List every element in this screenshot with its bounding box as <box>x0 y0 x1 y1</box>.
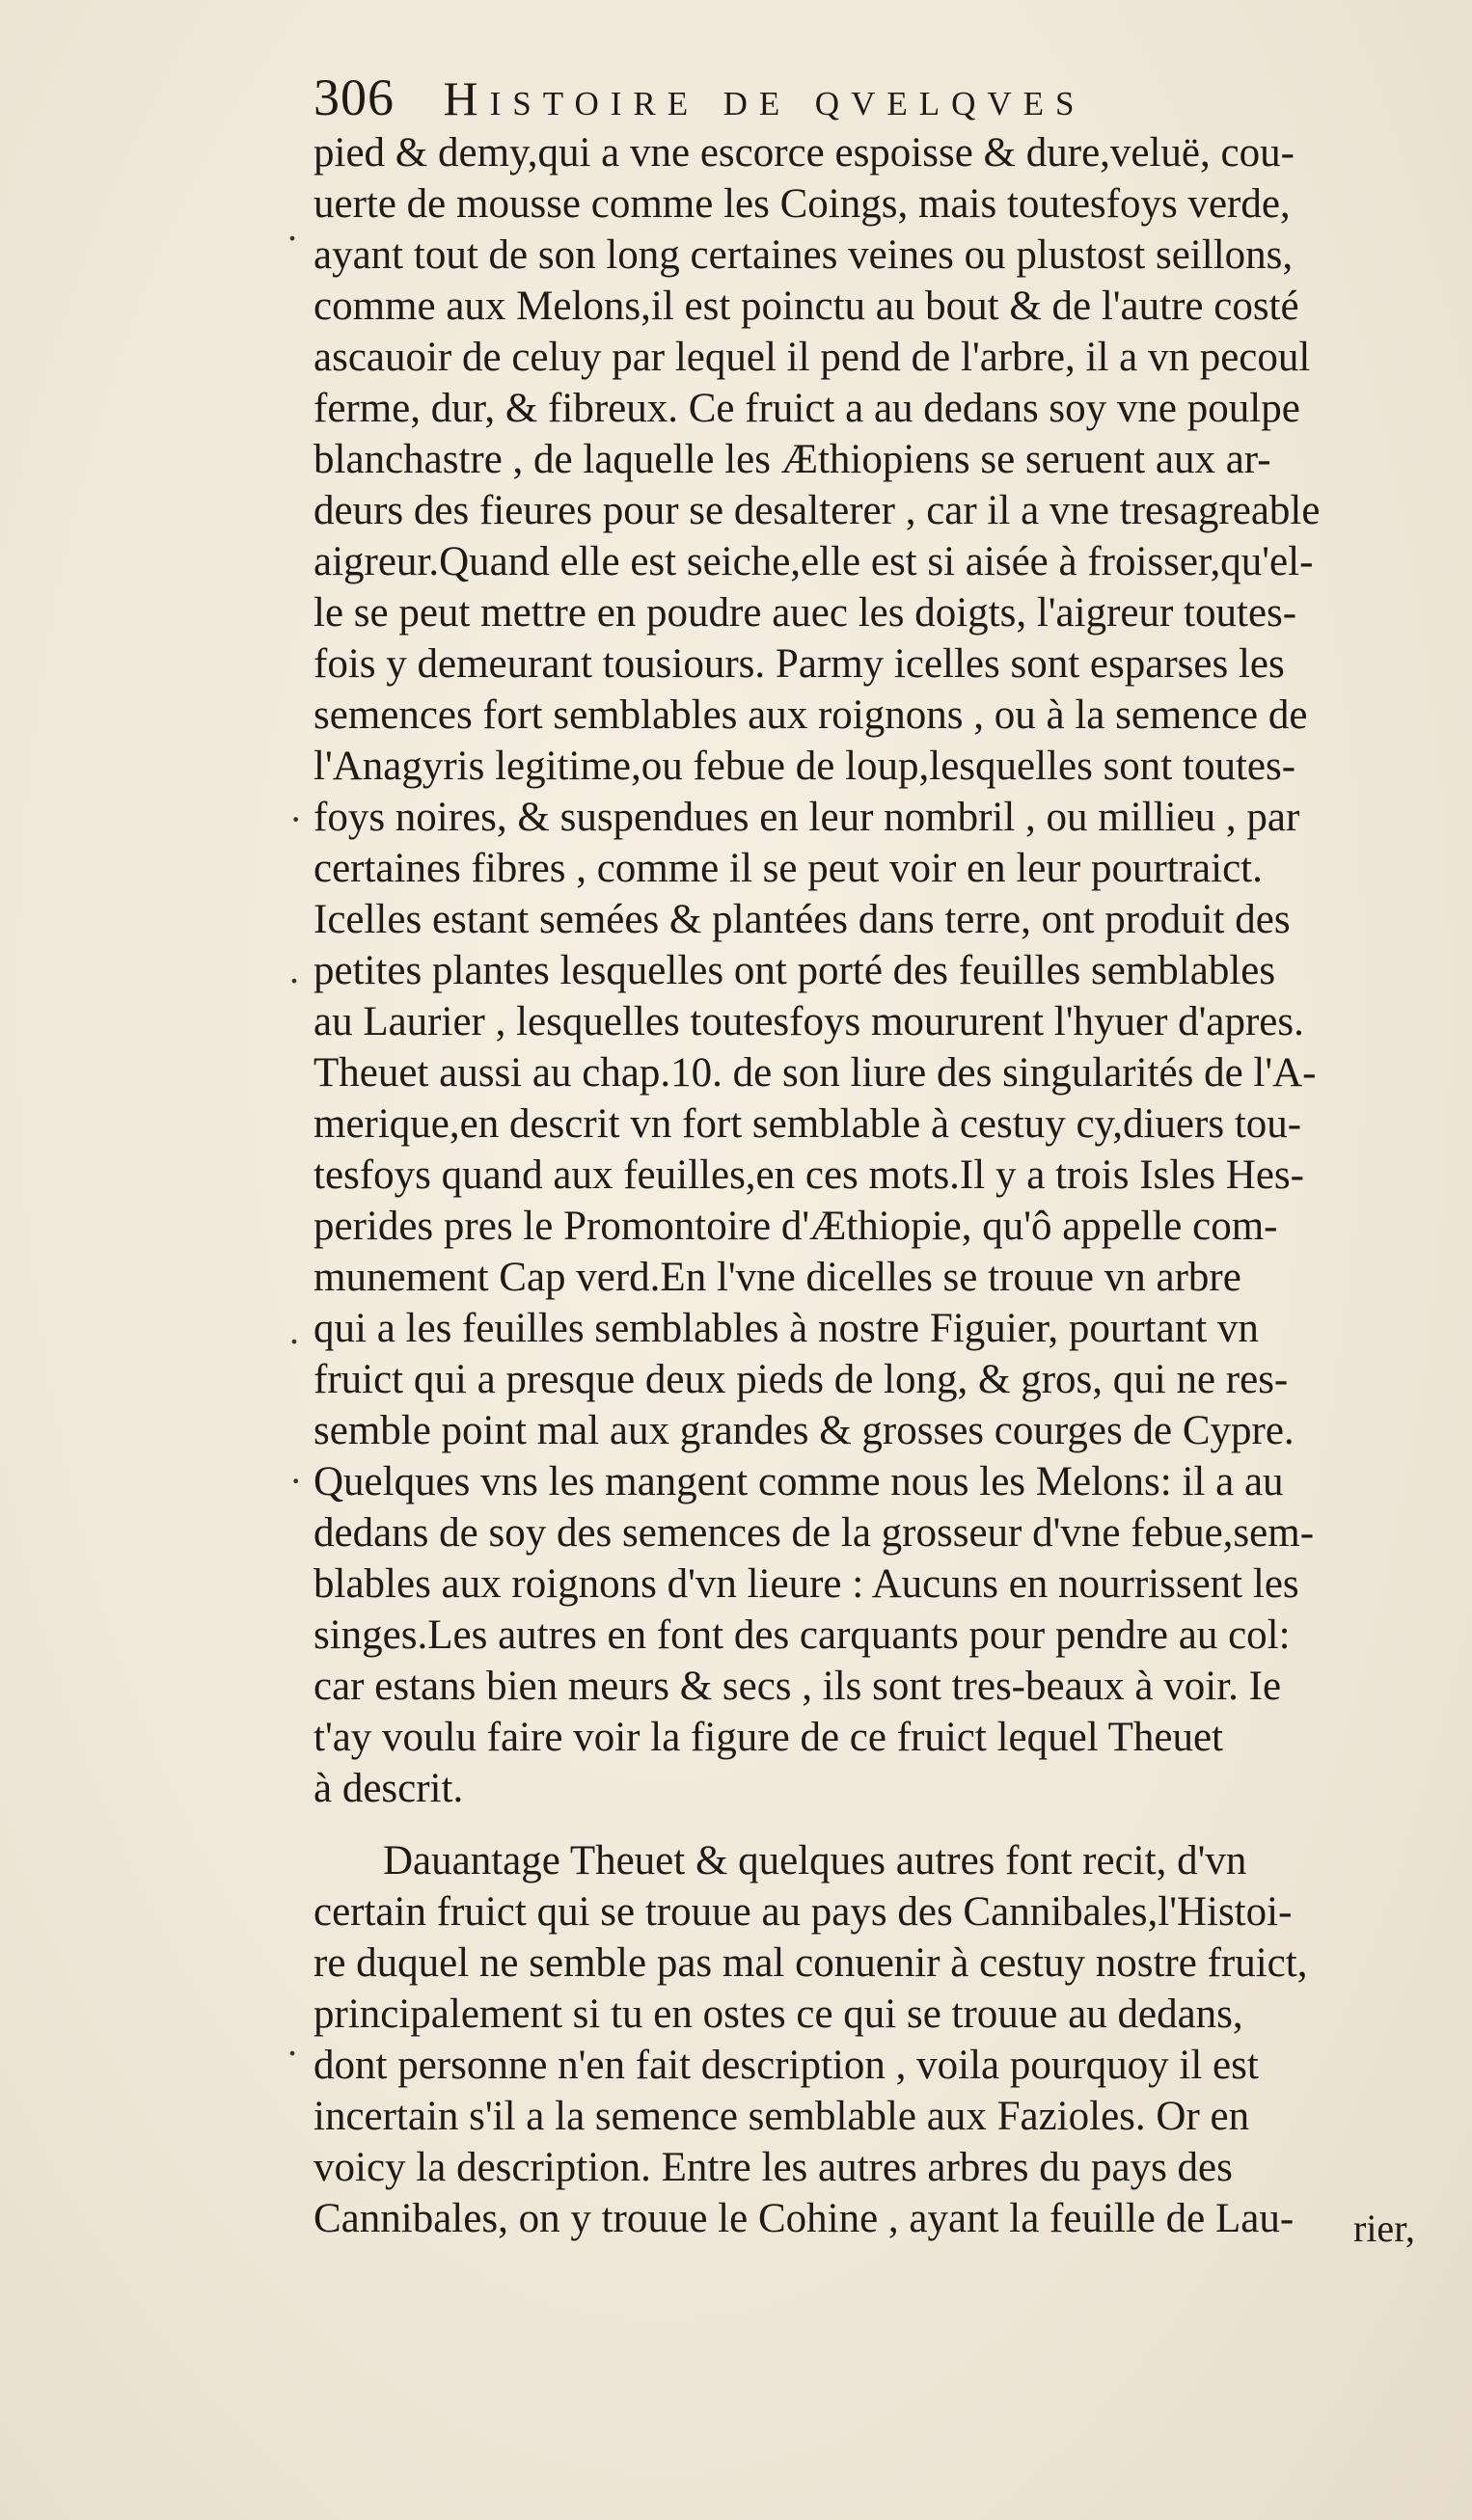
text-line: semences fort semblables aux roignons , ou à la semence de <box>313 692 1308 738</box>
text-line: aigreur.Quand elle est seiche,elle est si aisée à froisser,qu'el- <box>313 539 1314 584</box>
text-line: Theuet aussi au chap.10. de son liure des singularités de l'A- <box>313 1050 1317 1096</box>
text-line: ayant tout de son long certaines veines ou plustost seillons, <box>313 232 1294 278</box>
text-line: fruict qui a presque deux pieds de long, & gros, qui ne res- <box>313 1357 1289 1402</box>
text-line: Cannibales, on y trouue le Cohine , ayant la feuille de Lau- <box>313 2196 1295 2241</box>
margin-dot: . <box>289 1309 299 1352</box>
text-line: certain fruict qui se trouue au pays des Cannibales,l'Histoi- <box>313 1889 1293 1935</box>
text-line: pied & demy,qui a vne escorce espoisse & dure,veluë, cou- <box>313 130 1295 176</box>
page-header <box>313 68 1423 127</box>
text-line: tesfoys quand aux feuilles,en ces mots.Il y a trois Isles Hes- <box>313 1152 1304 1198</box>
text-line: dont personne n'en fait description , voila pourquoy il est <box>313 2043 1259 2088</box>
margin-dot: . <box>289 948 299 991</box>
running-title: Histoire de qvelqves <box>443 71 1086 125</box>
text-line: Quelques vns les mangent comme nous les Melons: il a au <box>313 1459 1284 1504</box>
text-line: merique,en descrit vn fort semblable à cestuy cy,diuers tou- <box>313 1101 1302 1147</box>
text-line: petites plantes lesquelles ont porté des feuilles semblables <box>313 948 1276 993</box>
text-line: comme aux Melons,il est poinctu au bout & de l'autre costé <box>313 284 1299 329</box>
text-line: à descrit. <box>313 1766 464 1811</box>
text-line: uerte de mousse comme les Coings, mais toutesfoys verde, <box>313 181 1291 227</box>
text-line: qui a les feuilles semblables à nostre Figuier, pourtant vn <box>313 1306 1259 1351</box>
margin-dot: . <box>287 2020 297 2064</box>
catchword: rier, <box>1353 2207 1415 2250</box>
text-line: certaines fibres , comme il se peut voir en leur pourtraict. <box>313 846 1263 891</box>
text-line: le se peut mettre en poudre auec les doigts, l'aigreur toutes- <box>313 590 1297 636</box>
text-line: munement Cap verd.En l'vne dicelles se trouue vn arbre <box>313 1255 1241 1300</box>
text-line: singes.Les autres en font des carquants pour pendre au col: <box>313 1612 1291 1658</box>
text-line: ferme, dur, & fibreux. Ce fruict a au dedans soy vne poulpe <box>313 386 1300 431</box>
text-line: semble point mal aux grandes & grosses courges de Cypre. <box>313 1408 1295 1453</box>
text-line: incertain s'il a la semence semblable aux Fazioles. Or en <box>313 2094 1250 2139</box>
margin-dot: · <box>289 1459 303 1503</box>
text-line: ascauoir de celuy par lequel il pend de l'arbre, il a vn pecoul <box>313 335 1311 380</box>
margin-dot: . <box>287 205 297 249</box>
text-line: au Laurier , lesquelles toutesfoys moururent l'hyuer d'apres. <box>313 999 1304 1044</box>
margin-dot: · <box>289 798 303 841</box>
text-line: t'ay voulu faire voir la figure de ce fruict lequel Theuet <box>313 1715 1223 1760</box>
text-line: foys noires, & suspendues en leur nombril , ou millieu , par <box>313 795 1300 840</box>
text-line: voicy la description. Entre les autres arbres du pays des <box>313 2145 1233 2190</box>
text-line: Icelles estant semées & plantées dans terre, ont produit des <box>313 897 1291 942</box>
text-line: blables aux roignons d'vn lieure : Aucuns en nourrissent les <box>313 1561 1299 1607</box>
text-line: dedans de soy des semences de la grosseur d'vne febue,sem- <box>313 1510 1315 1556</box>
text-line: l'Anagyris legitime,ou febue de loup,lesquelles sont toutes- <box>313 744 1296 789</box>
text-line: perides pres le Promontoire d'Æthiopie, qu'ô appelle com- <box>313 1204 1278 1249</box>
paragraph-first-line: Dauantage Theuet & quelques autres font recit, d'vn <box>383 1838 1247 1883</box>
page-number: 306 <box>313 68 395 126</box>
text-line: re duquel ne semble pas mal conuenir à cestuy nostre fruict, <box>313 1940 1308 1986</box>
text-block <box>313 68 1423 2244</box>
text-line: blanchastre , de laquelle les Æthiopiens se seruent aux ar- <box>313 437 1271 482</box>
text-line: principalement si tu en ostes ce qui se trouue au dedans, <box>313 1992 1243 2037</box>
text-line: car estans bien meurs & secs , ils sont tres-beaux à voir. Ie <box>313 1664 1282 1709</box>
text-line: fois y demeurant tousiours. Parmy icelles sont esparses les <box>313 641 1285 687</box>
text-line: deurs des fieures pour se desalterer , car il a vne tresagreable <box>313 488 1321 533</box>
